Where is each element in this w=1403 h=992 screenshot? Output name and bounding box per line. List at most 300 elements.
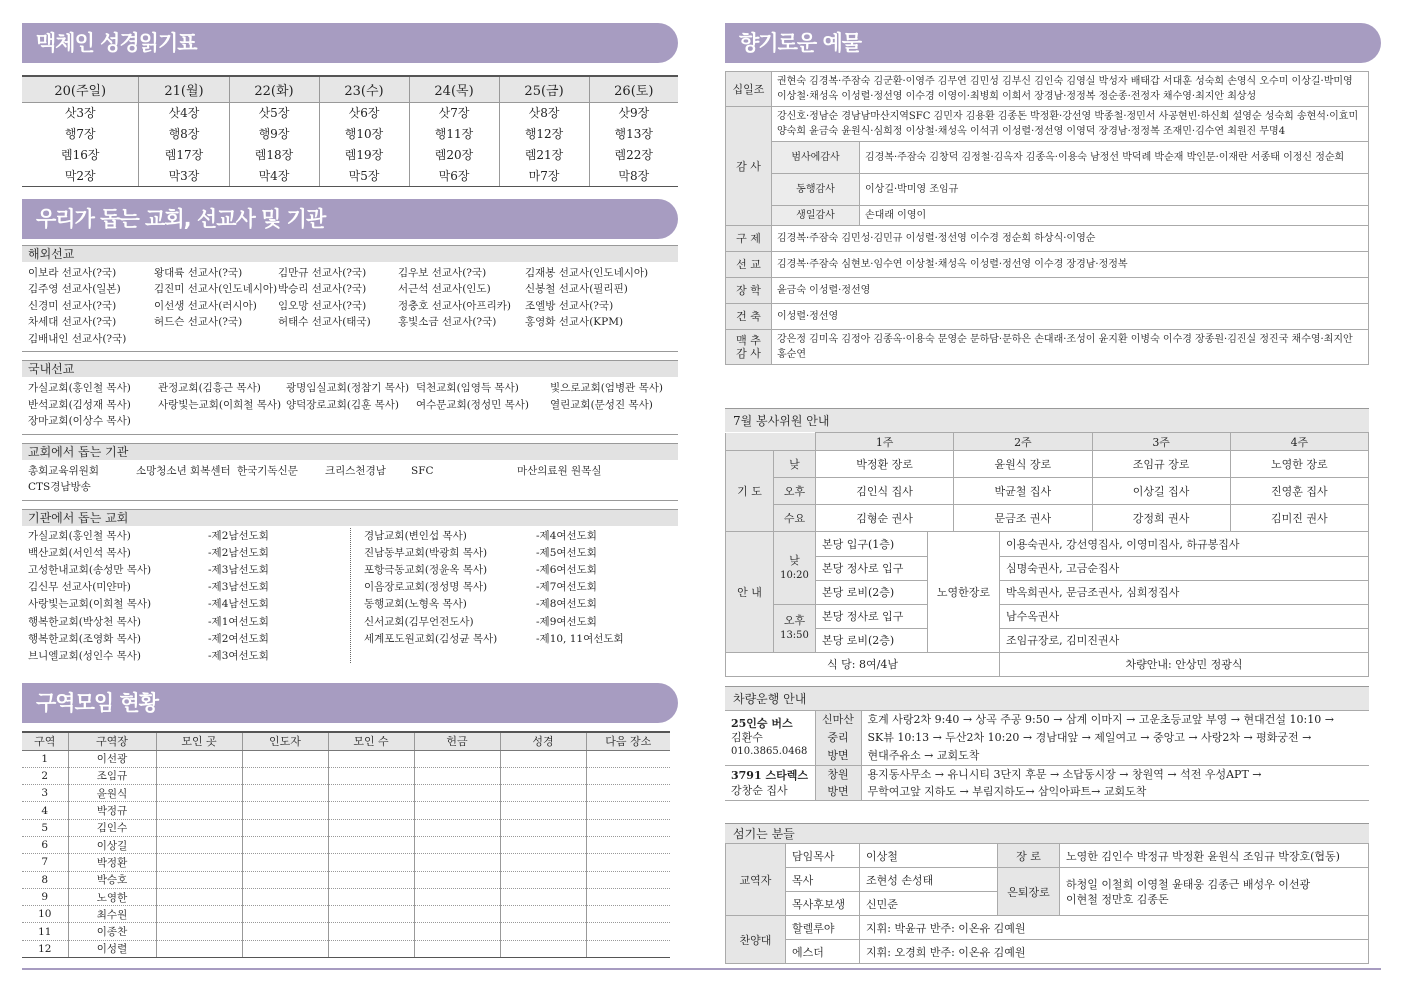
reading-cell: 렘22장 <box>589 144 678 165</box>
reading-cell: 막6장 <box>409 165 499 186</box>
guide-row <box>726 580 1369 604</box>
domestic-item: 장마교회(이상수 목사) <box>28 415 131 427</box>
bus-route-line: 현대주유소 → 교회도착 <box>867 749 980 762</box>
elder-names: 노영한 김인수 박정규 박정환 윤원식 조임규 박장호(협동) <box>1060 844 1369 868</box>
agency-cell: -제2남선도회 <box>208 546 269 559</box>
district-blank-cell <box>242 940 328 957</box>
bus-area <box>815 766 861 801</box>
reading-cell: 행10장 <box>319 123 409 144</box>
district-blank-cell <box>414 836 500 853</box>
agency-cell: 포항극동교회(정윤옥 목사) <box>364 563 488 576</box>
district-blank-cell <box>500 836 586 853</box>
offering-names: 김경복·주잠숙 김민성·김민규 이성렬·정선영 이수경 정순희 하상식·이영순 <box>772 226 1369 252</box>
prayer-name: 박균철 집사 <box>954 478 1092 505</box>
reading-cell: 행7장 <box>22 123 139 144</box>
district-number: 6 <box>22 836 68 853</box>
district-header: 인도자 <box>242 732 328 750</box>
org-item: CTS경남방송 <box>28 481 91 493</box>
bus-route-line: 호계 사랑2차 9:40 → 상곡 주공 9:50 → 삼계 이마지 → 고운초등교앞 부영 → 현대건설 10:10 → <box>867 713 1334 726</box>
tithe-row <box>726 72 1369 107</box>
reading-cell: 렘19장 <box>319 144 409 165</box>
district-blank-cell <box>414 767 500 784</box>
district-blank-cell <box>586 750 670 767</box>
district-blank-cell <box>242 836 328 853</box>
district-leader: 이선광 <box>68 750 156 767</box>
volunteer-title: 7월 봉사위원 안내 <box>725 408 1369 432</box>
edu-row <box>726 868 1369 892</box>
prayer-slot: 낮 <box>774 451 816 478</box>
bus-route <box>861 711 1369 766</box>
guide-names: 남수옥권사 <box>1000 604 1369 628</box>
district-header: 구역 <box>22 732 68 750</box>
district-leader: 이성렬 <box>68 940 156 957</box>
reading-cell: 삿3장 <box>22 102 139 123</box>
overseas-item: 홍영화 선교사(KPM) <box>525 316 624 328</box>
prayer-row <box>726 451 1369 478</box>
thanks-label: 감 사 <box>726 107 772 226</box>
reading-cell: 행12장 <box>499 123 589 144</box>
overseas-item: 차세대 선교사(?국) <box>28 316 117 328</box>
district-leader: 박정규 <box>68 802 156 819</box>
agency-cell: -제10, 11여선도회 <box>536 632 624 645</box>
district-header-row <box>22 732 670 750</box>
reading-table <box>22 75 678 187</box>
agency-cell: -제5여선도회 <box>536 546 597 559</box>
support-banner <box>22 199 678 239</box>
edu-role: 목사 <box>786 868 860 892</box>
district-row <box>22 767 670 784</box>
overseas-item: 신경미 선교사(?국) <box>28 299 117 312</box>
guide-row <box>726 604 1369 628</box>
district-row <box>22 836 670 853</box>
district-blank-cell <box>328 906 414 923</box>
thanks-sub-names: 이상길·박미영 조임규 <box>860 174 1369 206</box>
reading-cell: 렘16장 <box>22 144 139 165</box>
prayer-name: 김형순 권사 <box>816 505 954 532</box>
district-blank-cell <box>242 888 328 905</box>
district-blank-cell <box>328 923 414 940</box>
district-blank-cell <box>586 940 670 957</box>
reading-row <box>22 144 678 165</box>
offering-row <box>726 330 1369 365</box>
choir-name: 할렐루야 <box>786 916 860 940</box>
week-header: 1주 <box>816 433 954 451</box>
org-label: 교회에서 돕는 기관 <box>22 443 678 460</box>
bus-area <box>815 711 861 766</box>
agency-cell: -제1여선도회 <box>208 615 269 628</box>
week-header-row <box>726 433 1369 451</box>
guide-names: 조임규장로, 김미진권사 <box>1000 628 1369 652</box>
bus-route-line: SK뷰 10:13 → 두산2차 10:20 → 경남대앞 → 제일여고 → 중앙고 → 사랑2차 → 평화궁전 → <box>867 731 1312 744</box>
guide-pm-slot <box>774 604 816 652</box>
thanks-row <box>726 107 1369 142</box>
district-blank-cell <box>156 888 242 905</box>
overseas-item: 김주영 선교사(일본) <box>28 283 121 295</box>
district-leader: 최수원 <box>68 906 156 923</box>
offering-row <box>726 252 1369 278</box>
agency-cell: -제3여선도회 <box>208 649 269 662</box>
reading-row <box>22 165 678 186</box>
agency-section <box>22 509 678 668</box>
district-leader: 이종찬 <box>68 923 156 940</box>
district-blank-cell <box>414 785 500 802</box>
agency-cell: 브니엘교회(성인수 목사) <box>28 649 141 662</box>
guide-day-time: 10:20 <box>780 569 809 581</box>
district-header: 헌금 <box>414 732 500 750</box>
support-title: 우리가 돕는 교회, 선교사 및 기관 <box>36 206 326 231</box>
agency-cell: -제2여선도회 <box>208 632 269 645</box>
bus-area-line: 창원 <box>827 768 849 781</box>
agency-cell: 세계포도원교회(김성균 목사) <box>364 632 498 645</box>
reading-cell: 행11장 <box>409 123 499 144</box>
thanks-sub-label: 범사에감사 <box>772 142 860 174</box>
overseas-item: 임오망 선교사(?국) <box>278 299 367 312</box>
edu-name: 조현성 손성태 <box>860 868 998 892</box>
district-blank-cell <box>328 767 414 784</box>
district-number: 9 <box>22 888 68 905</box>
agency-label: 기관에서 돕는 교회 <box>22 509 678 526</box>
reading-cell: 렘20장 <box>409 144 499 165</box>
agency-cell: -제9여선도회 <box>536 615 597 628</box>
agency-cell: -제6여선도회 <box>536 563 597 576</box>
reading-cell: 행8장 <box>139 123 229 144</box>
volunteer-section <box>725 408 1369 677</box>
district-blank-cell <box>156 871 242 888</box>
district-number: 7 <box>22 854 68 871</box>
edu-label: 교역자 <box>726 844 786 916</box>
agency-cell: 이음장로교회(정성명 목사) <box>364 581 488 594</box>
meal-info: 식 당: 8여/4남 <box>726 653 1000 677</box>
prayer-name: 이상길 집사 <box>1092 478 1230 505</box>
edu-role: 목사후보생 <box>786 892 860 916</box>
agency-divider <box>350 528 351 664</box>
district-blank-cell <box>328 854 414 871</box>
bus-vehicle-cell <box>725 766 815 801</box>
offering-names: 김경복·주잠숙 심현보·임수연 이상철·채성옥 이성렬·정선영 이수경 장경남·정정복 <box>772 252 1369 278</box>
district-blank-cell <box>586 802 670 819</box>
tithe-names: 권현숙 김경복·주잠숙 김군환·이영주 김무연 김민성 김부신 김인숙 김영실 박성자 배태갑 서대훈 성숙희 손영식 오수미 이상길·박미영 이상철·채성옥 이성렬·정선영 이수경 이영이·최병희 이희서 장경남·정정복 정순종·전정자 채수영·최지안 최상성 <box>772 72 1369 107</box>
overseas-list <box>22 262 678 353</box>
volunteer-table <box>725 432 1369 532</box>
thanks-sub-row <box>726 142 1369 174</box>
agency-cell: 진남동부교회(박광희 목사) <box>364 546 488 559</box>
reading-cell: 행9장 <box>229 123 319 144</box>
district-blank-cell <box>242 750 328 767</box>
district-blank-cell <box>328 819 414 836</box>
prayer-name: 김인식 집사 <box>816 478 954 505</box>
agency-cell: -제8여선도회 <box>536 598 597 611</box>
week-header-empty <box>726 433 816 451</box>
agency-cell: 사랑빛는교회(이희철 목사) <box>28 598 152 611</box>
reading-row <box>22 102 678 123</box>
district-leader: 노영한 <box>68 888 156 905</box>
overseas-item: 박승리 선교사(?국) <box>278 283 367 295</box>
bus-driver: 강창순 집사 <box>731 784 788 797</box>
prayer-name: 강정희 권사 <box>1092 505 1230 532</box>
reading-cell: 삿5장 <box>229 102 319 123</box>
district-blank-cell <box>328 802 414 819</box>
domestic-item: 빛으로교회(엄병관 목사) <box>550 382 663 394</box>
agency-cell: -제2남선도회 <box>208 529 269 542</box>
guide-place: 본당 로비(2층) <box>816 628 928 652</box>
domestic-item: 여수문교회(정성민 목사) <box>416 398 529 411</box>
guide-pm-label: 오후 <box>783 614 806 627</box>
district-blank-cell <box>414 750 500 767</box>
reading-cell: 행13장 <box>589 123 678 144</box>
retired-label: 은퇴장로 <box>998 868 1060 916</box>
domestic-item: 가실교회(홍인철 목사) <box>28 382 131 394</box>
bus-route-line: 무학여고앞 지하도 → 부림지하도→ 삼익아파트→ 교회도착 <box>867 785 1147 798</box>
district-row <box>22 785 670 802</box>
district-blank-cell <box>586 923 670 940</box>
district-number: 4 <box>22 802 68 819</box>
retired-names <box>1060 868 1369 916</box>
domestic-label: 국내선교 <box>22 360 678 377</box>
agency-cell: 동행교회(노형옥 목사) <box>364 598 467 611</box>
district-blank-cell <box>156 906 242 923</box>
district-blank-cell <box>414 923 500 940</box>
bus-vehicle: 25인승 버스 <box>731 717 793 730</box>
district-blank-cell <box>414 871 500 888</box>
district-blank-cell <box>414 802 500 819</box>
district-blank-cell <box>242 767 328 784</box>
bus-area-line: 방면 <box>827 749 849 762</box>
guide-names: 심명숙권사, 고금순집사 <box>1000 556 1369 580</box>
district-row <box>22 923 670 940</box>
edu-row <box>726 844 1369 868</box>
reading-header-row <box>22 76 678 102</box>
district-blank-cell <box>328 750 414 767</box>
district-blank-cell <box>500 819 586 836</box>
day-header: 20(주일) <box>22 76 139 102</box>
district-blank-cell <box>586 785 670 802</box>
choir-row <box>726 940 1369 964</box>
prayer-row <box>726 505 1369 532</box>
guide-place: 본당 정사로 입구 <box>816 604 928 628</box>
guide-row <box>726 628 1369 652</box>
guide-names: 이용숙권사, 강선영집사, 이영미집사, 하규봉집사 <box>1000 532 1369 556</box>
district-number: 8 <box>22 871 68 888</box>
district-blank-cell <box>242 923 328 940</box>
servers-title: 섬기는 분들 <box>725 823 1369 843</box>
bus-area-line: 중리 <box>827 731 849 744</box>
day-header: 24(목) <box>409 76 499 102</box>
overseas-label: 해외선교 <box>22 245 678 262</box>
agency-cell: 백산교회(서인석 목사) <box>28 546 131 559</box>
district-blank-cell <box>242 819 328 836</box>
reading-cell: 마7장 <box>499 165 589 186</box>
thanks-sub-names: 김경복·주잠숙 김창덕 김정철·김옥자 김종옥·이용숙 남정선 박덕례 박순재 박인문·이재란 서종태 이정신 정순희 <box>860 142 1369 174</box>
district-blank-cell <box>500 767 586 784</box>
district-blank-cell <box>414 888 500 905</box>
district-blank-cell <box>242 785 328 802</box>
district-blank-cell <box>156 819 242 836</box>
org-item: 총회교육위원회 <box>28 464 100 477</box>
thanks-names: 강신호·정남순 경남남마산지역SFC 김민자 김용환 김종돈 박정환·강선영 박종철·정민서 사공현빈·하신희 설영순 성숙희 송현석·이효미 양숙희 윤금숙 윤원식·심희정 이상철·채성옥 이석귀 이성렬·정선영 이영덕 장경남·정정복 조재민·김수연 최원진 무명4 <box>772 107 1369 142</box>
district-blank-cell <box>242 871 328 888</box>
district-blank-cell <box>414 940 500 957</box>
district-leader: 김인수 <box>68 819 156 836</box>
district-blank-cell <box>328 836 414 853</box>
domestic-item: 광명임실교회(정참기 목사) <box>286 382 410 394</box>
district-row <box>22 750 670 767</box>
district-header: 성경 <box>500 732 586 750</box>
choir-info: 지휘: 박윤규 반주: 이온유 김예원 <box>860 916 1369 940</box>
servers-section <box>725 823 1369 964</box>
week-header: 4주 <box>1230 433 1368 451</box>
org-item: 크리스천경남 <box>325 464 386 477</box>
bus-table <box>725 710 1369 801</box>
district-header: 모인 수 <box>328 732 414 750</box>
offering-title: 향기로운 예물 <box>739 31 862 55</box>
reading-cell: 막8장 <box>589 165 678 186</box>
offering-names: 강은정 김미옥 김정아 김종옥·이용숙 문영순 문하담·문하은 손대래·조성이 윤지환 이병숙 이수경 장종원·김진실 정진국 채수영·최지안 홍순연 <box>772 330 1369 365</box>
agency-cell: 고성한내교회(송성만 목사) <box>28 563 152 576</box>
bus-section <box>725 686 1369 801</box>
choir-info: 지휘: 오경희 반주: 이온유 김예원 <box>860 940 1369 964</box>
agency-cell: 신서교회(김무언전도사) <box>364 615 474 628</box>
offering-row <box>726 278 1369 304</box>
choir-label: 찬양대 <box>726 916 786 964</box>
overseas-item: 이보라 선교사(?국) <box>28 266 117 279</box>
bus-vehicle-cell <box>725 711 815 766</box>
overseas-item: 김만규 선교사(?국) <box>278 266 367 279</box>
elder-label: 장 로 <box>998 844 1060 868</box>
edu-name: 신민준 <box>860 892 998 916</box>
prayer-name: 윤원식 장로 <box>954 451 1092 478</box>
district-title: 구역모임 현황 <box>36 691 159 715</box>
domestic-item: 반석교회(김성재 목사) <box>28 398 131 411</box>
reading-title: 맥체인 성경읽기표 <box>36 31 197 55</box>
district-blank-cell <box>156 767 242 784</box>
district-blank-cell <box>242 906 328 923</box>
guide-names: 박옥희권사, 문금조권사, 심희정집사 <box>1000 580 1369 604</box>
prayer-label: 기 도 <box>726 451 774 532</box>
overseas-section <box>22 245 678 353</box>
overseas-item: 조엘방 선교사(?국) <box>525 299 614 312</box>
district-blank-cell <box>156 785 242 802</box>
district-blank-cell <box>156 836 242 853</box>
district-blank-cell <box>586 854 670 871</box>
reading-row <box>22 123 678 144</box>
reading-cell: 렘18장 <box>229 144 319 165</box>
week-header: 2주 <box>954 433 1092 451</box>
district-leader: 조임규 <box>68 767 156 784</box>
guide-day-label: 낮 <box>789 553 800 567</box>
org-section <box>22 443 678 501</box>
district-blank-cell <box>414 819 500 836</box>
domestic-list <box>22 377 678 435</box>
district-blank-cell <box>328 940 414 957</box>
tithe-label: 십일조 <box>726 72 772 107</box>
district-blank-cell <box>586 906 670 923</box>
district-blank-cell <box>500 871 586 888</box>
district-blank-cell <box>156 854 242 871</box>
agency-cell: 경남교회(변인섭 목사) <box>364 529 467 542</box>
prayer-name: 노영한 장로 <box>1230 451 1368 478</box>
district-row <box>22 854 670 871</box>
district-blank-cell <box>586 819 670 836</box>
district-blank-cell <box>156 940 242 957</box>
reading-cell: 막2장 <box>22 165 139 186</box>
guide-place: 본당 정사로 입구 <box>816 556 928 580</box>
district-blank-cell <box>328 871 414 888</box>
agency-list <box>22 526 678 668</box>
bus-phone: 010.3865.0468 <box>731 746 808 757</box>
org-item: 마산의료원 원목실 <box>517 464 602 477</box>
district-blank-cell <box>500 854 586 871</box>
domestic-section <box>22 360 678 435</box>
district-blank-cell <box>500 802 586 819</box>
district-table <box>22 731 670 958</box>
reading-cell: 막5장 <box>319 165 409 186</box>
reading-cell: 삿7장 <box>409 102 499 123</box>
offering-names: 윤금숙 이성렬·정선영 <box>772 278 1369 304</box>
overseas-item: 서근석 선교사(인도) <box>398 283 491 295</box>
district-number: 11 <box>22 923 68 940</box>
week-header: 3주 <box>1092 433 1230 451</box>
meal-row <box>726 653 1369 677</box>
reading-cell: 삿9장 <box>589 102 678 123</box>
reading-cell: 삿6장 <box>319 102 409 123</box>
guide-pm-time: 13:50 <box>780 630 809 641</box>
offering-names: 이성렬·정선영 <box>772 304 1369 330</box>
district-blank-cell <box>500 888 586 905</box>
org-item: 소망청소년 회복센터 <box>136 464 231 477</box>
retired-line: 하청일 이철희 이영철 윤태웅 김종근 배성우 이선광 <box>1066 877 1311 891</box>
day-header: 22(화) <box>229 76 319 102</box>
bus-route <box>861 766 1369 801</box>
district-number: 1 <box>22 750 68 767</box>
servers-table <box>725 843 1369 964</box>
overseas-item: 홍빛소금 선교사(?국) <box>398 316 497 328</box>
prayer-slot: 오후 <box>774 478 816 505</box>
district-number: 12 <box>22 940 68 957</box>
district-leader: 윤원식 <box>68 785 156 802</box>
overseas-item: 신봉철 선교사(필리핀) <box>525 283 628 295</box>
parking-info: 차량안내: 안상민 정광식 <box>1000 653 1369 677</box>
district-leader: 박정환 <box>68 854 156 871</box>
agency-cell: -제3남선도회 <box>208 563 269 576</box>
reading-banner <box>22 23 678 63</box>
bus-route-row <box>725 766 1369 801</box>
district-row <box>22 802 670 819</box>
district-blank-cell <box>500 940 586 957</box>
offering-label: 건 축 <box>726 304 772 330</box>
agency-cell: 행복한교회(조영화 목사) <box>28 632 141 645</box>
domestic-item: 관정교회(김흥근 목사) <box>158 382 261 394</box>
reading-cell: 삿8장 <box>499 102 589 123</box>
org-item: SFC <box>411 464 434 477</box>
prayer-slot: 수요 <box>774 505 816 532</box>
offering-label: 구 제 <box>726 226 772 252</box>
district-blank-cell <box>500 906 586 923</box>
thanks-sub-label: 생일감사 <box>772 206 860 226</box>
reading-cell: 렘21장 <box>499 144 589 165</box>
district-banner <box>22 683 678 723</box>
district-row <box>22 888 670 905</box>
bus-route-row <box>725 711 1369 766</box>
day-header: 26(토) <box>589 76 678 102</box>
guide-place: 본당 로비(2층) <box>816 580 928 604</box>
guide-elder: 노영한장로 <box>928 532 1000 652</box>
reading-cell: 막3장 <box>139 165 229 186</box>
prayer-row <box>726 478 1369 505</box>
overseas-item: 허드슨 선교사(?국) <box>154 316 243 328</box>
day-header: 21(월) <box>139 76 229 102</box>
district-leader: 박승호 <box>68 871 156 888</box>
prayer-name: 김미진 권사 <box>1230 505 1368 532</box>
